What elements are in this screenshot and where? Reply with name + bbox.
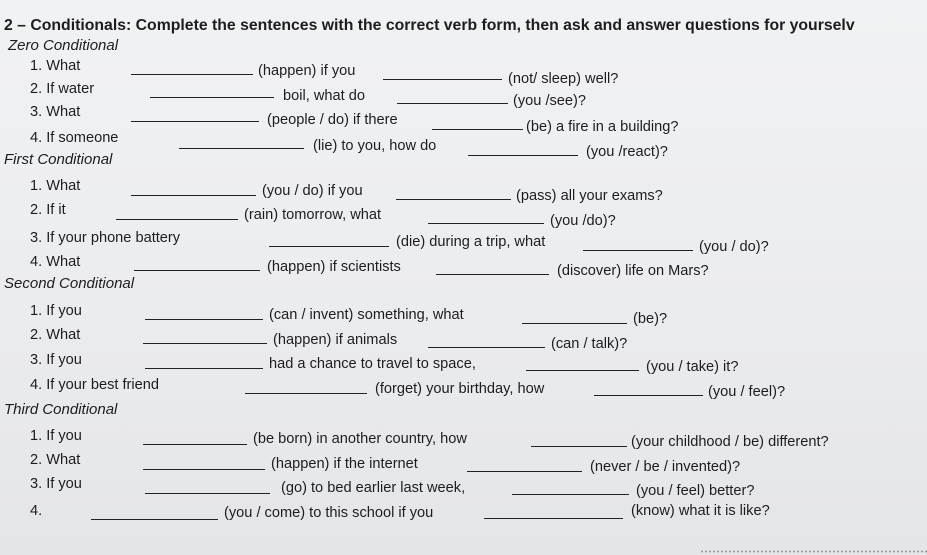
sentence-fragment: (happen) if you [258, 63, 356, 79]
sentence-fragment: 3. If you [30, 352, 82, 368]
answer-blank[interactable] [512, 494, 629, 495]
sentence-fragment: (can / talk)? [551, 336, 628, 352]
answer-blank[interactable] [145, 493, 270, 494]
answer-blank[interactable] [145, 368, 263, 369]
sentence-fragment: 4. What [30, 254, 81, 270]
sentence-fragment: 2. What [30, 327, 81, 343]
section-heading-second: Second Conditional [4, 275, 135, 292]
answer-blank[interactable] [245, 393, 367, 394]
section-heading-zero: Zero Conditional [8, 37, 119, 54]
section-heading-first: First Conditional [4, 151, 113, 168]
sentence-fragment: (be born) in another country, how [253, 431, 467, 447]
sentence-fragment: 3. If your phone battery [30, 230, 181, 246]
answer-blank[interactable] [467, 471, 582, 472]
answer-blank[interactable] [179, 148, 304, 149]
sentence-fragment: had a chance to travel to space, [269, 356, 476, 372]
sentence-fragment: 1. What [30, 178, 81, 194]
sentence-fragment: (you / come) to this school if you [224, 505, 434, 521]
sentence-fragment: (you / do) if you [262, 183, 363, 199]
sentence-fragment: (you / do)? [699, 239, 769, 255]
sentence-fragment: (you / take) it? [646, 359, 739, 375]
answer-blank[interactable] [143, 343, 267, 344]
answer-blank[interactable] [428, 347, 545, 348]
sentence-fragment: (never / be / invented)? [590, 459, 741, 475]
sentence-fragment: (you /do)? [550, 213, 616, 229]
sentence-fragment: (be) a fire in a building? [526, 119, 679, 135]
answer-blank[interactable] [468, 155, 578, 156]
sentence-fragment: (lie) to you, how do [313, 138, 437, 154]
sentence-fragment: (your childhood / be) different? [631, 434, 829, 450]
sentence-fragment: 2. What [30, 452, 81, 468]
answer-blank[interactable] [522, 323, 627, 324]
answer-blank[interactable] [594, 395, 703, 396]
sentence-fragment: boil, what do [283, 88, 365, 104]
sentence-fragment: 2. If water [30, 81, 95, 97]
sentence-fragment: (happen) if the internet [271, 456, 418, 472]
sentence-fragment: 2. If it [30, 202, 66, 218]
answer-blank[interactable] [143, 444, 247, 445]
answer-blank[interactable] [484, 518, 623, 519]
answer-blank[interactable] [269, 246, 389, 247]
sentence-fragment: (you /react)? [586, 144, 668, 160]
answer-blank[interactable] [145, 319, 263, 320]
sentence-fragment: (forget) your birthday, how [375, 381, 545, 397]
answer-blank[interactable] [91, 519, 218, 520]
answer-blank[interactable] [134, 270, 260, 271]
sentence-fragment: (die) during a trip, what [396, 234, 546, 250]
sentence-fragment: (people / do) if there [267, 112, 398, 128]
bottom-edge-dots [700, 550, 927, 553]
sentence-fragment: 4. If your best friend [30, 377, 159, 393]
exercise-title: 2 – Conditionals: Complete the sentences with the correct verb form, then ask and answer questions for yourselv [4, 17, 855, 34]
sentence-fragment: (discover) life on Mars? [557, 263, 709, 279]
answer-blank[interactable] [116, 219, 238, 220]
sentence-fragment: (happen) if animals [273, 332, 398, 348]
answer-blank[interactable] [150, 97, 274, 98]
sentence-fragment: (go) to bed earlier last week, [281, 480, 466, 496]
answer-blank[interactable] [383, 79, 502, 80]
section-heading-third: Third Conditional [4, 401, 118, 418]
sentence-fragment: 4. If someone [30, 130, 119, 146]
answer-blank[interactable] [531, 446, 627, 447]
answer-blank[interactable] [143, 469, 265, 470]
answer-blank[interactable] [131, 74, 253, 75]
sentence-fragment: (happen) if scientists [267, 259, 401, 275]
sentence-fragment: (pass) all your exams? [516, 188, 663, 204]
sentence-fragment: (know) what it is like? [631, 503, 770, 519]
sentence-fragment: 1. What [30, 58, 81, 74]
sentence-fragment: (not/ sleep) well? [508, 71, 619, 87]
sentence-fragment: (be)? [633, 311, 668, 327]
sentence-fragment: (you / feel)? [708, 384, 786, 400]
sentence-fragment: 1. If you [30, 428, 82, 444]
sentence-fragment: 4. [30, 503, 43, 519]
answer-blank[interactable] [397, 103, 508, 104]
sentence-fragment: 1. If you [30, 303, 82, 319]
answer-blank[interactable] [396, 199, 511, 200]
sentence-fragment: (you / feel) better? [636, 483, 755, 499]
answer-blank[interactable] [432, 129, 523, 130]
answer-blank[interactable] [428, 223, 544, 224]
answer-blank[interactable] [131, 121, 259, 122]
answer-blank[interactable] [436, 274, 549, 275]
answer-blank[interactable] [526, 370, 639, 371]
sentence-fragment: 3. If you [30, 476, 82, 492]
answer-blank[interactable] [131, 195, 256, 196]
sentence-fragment: (rain) tomorrow, what [244, 207, 382, 223]
answer-blank[interactable] [583, 250, 693, 251]
sentence-fragment: (can / invent) something, what [269, 307, 464, 323]
sentence-fragment: (you /see)? [513, 93, 587, 109]
sentence-fragment: 3. What [30, 104, 81, 120]
